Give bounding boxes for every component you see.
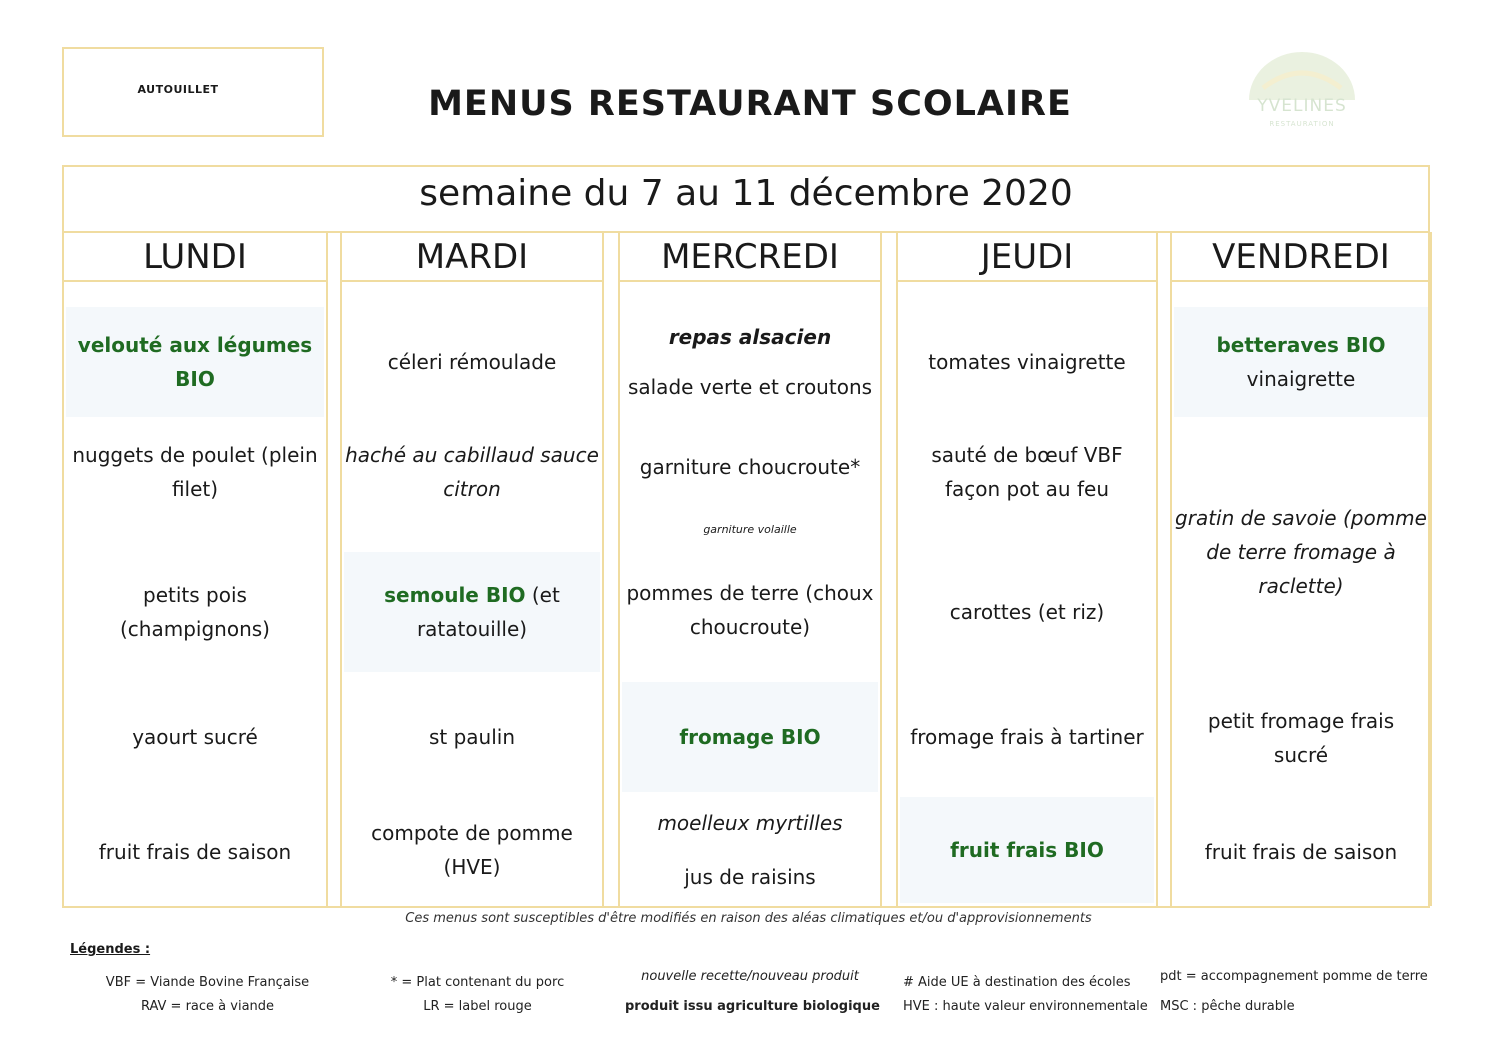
yvelines-logo (1243, 48, 1361, 136)
school-name: AUTOUILLET (137, 82, 219, 96)
page-title: MENUS RESTAURANT SCOLAIRE (428, 84, 1072, 124)
menu-item: de terre fromage à (1206, 540, 1396, 564)
menu-item: tomates vinaigrette (928, 350, 1126, 374)
menu-item: garniture choucroute* (639, 455, 861, 479)
menu-item: fromage BIO (679, 725, 821, 749)
accompagnement-cell (622, 570, 878, 650)
plat-cell (900, 432, 1154, 512)
day-header: MERCREDI (620, 232, 880, 282)
entree-cell (66, 307, 324, 417)
laitage-cell (344, 712, 600, 762)
laitage-cell (900, 712, 1154, 762)
accompagnement-cell (344, 552, 600, 672)
legend-bio: produit issu agriculture biologique (625, 999, 880, 1014)
dessert-cell (900, 797, 1154, 903)
menu-item: st paulin (428, 725, 516, 749)
legend-msc: MSC : pêche durable (1160, 999, 1295, 1014)
bio-label: betteraves BIO (1216, 333, 1386, 357)
menu-item: citron (443, 477, 501, 501)
day-header: VENDREDI (1172, 232, 1430, 282)
legend-nouvelle-recette: nouvelle recette/nouveau produit (641, 969, 859, 984)
menu-item: fruit frais de saison (98, 840, 292, 864)
menu-item: sucré (1273, 743, 1329, 767)
accompagnement-cell (66, 583, 324, 641)
menu-item: yaourt sucré (132, 725, 258, 749)
plat-cell (1174, 497, 1428, 607)
logo-subtext: RESTAURATION (1269, 120, 1335, 128)
menu-item: velouté aux légumes (77, 333, 313, 357)
day-column-jeudi (896, 232, 1158, 906)
week-title: semaine du 7 au 11 décembre 2020 (419, 173, 1073, 214)
legend-hve: HVE : haute valeur environnementale (903, 999, 1148, 1014)
menu-item: carottes (et riz) (949, 600, 1105, 624)
day-column-lundi (62, 232, 328, 906)
menu-item: céleri rémoulade (387, 350, 557, 374)
day-header: MARDI (342, 232, 602, 282)
legend-vbf: VBF = Viande Bovine Française (105, 975, 310, 990)
entree-cell (344, 337, 600, 387)
plat-cell (344, 432, 600, 512)
menu-item-rest: (et (525, 583, 560, 607)
legend-pdt: pdt = accompagnement pomme de terre (1160, 969, 1428, 984)
menu-item (384, 578, 560, 612)
menu-item: (HVE) (443, 855, 501, 879)
entree-cell (1174, 307, 1428, 417)
menu-item: sauté de bœuf VBF (931, 443, 1123, 467)
menu-item: gratin de savoie (pomme (1175, 506, 1427, 530)
day-header: LUNDI (64, 232, 326, 282)
menu-item: moelleux myrtilles (657, 811, 843, 835)
menu-item: petits pois (champignons) (120, 583, 270, 641)
school-name-box (62, 47, 324, 137)
menu-item: pommes de terre (choux (626, 581, 874, 605)
dessert-cell (622, 800, 878, 900)
entree-cell (900, 337, 1154, 387)
menu-item: vinaigrette (1246, 367, 1356, 391)
menu-item: petit fromage frais (1207, 709, 1395, 733)
dessert-cell (344, 810, 600, 890)
menu-item-alt: garniture volaille (703, 523, 797, 536)
plat-cell (622, 442, 878, 492)
menu-item: choucroute) (689, 615, 811, 639)
legend-label-rouge: LR = label rouge (423, 999, 532, 1014)
legend-title: Légendes : (70, 942, 151, 957)
theme-label: repas alsacien (668, 325, 832, 349)
menu-item: filet) (171, 477, 219, 501)
laitage-cell (622, 682, 878, 792)
legend-rav: RAV = race à viande (140, 999, 275, 1014)
day-column-mardi (340, 232, 604, 906)
logo-text: YVELINES (1257, 96, 1347, 116)
day-column-vendredi (1170, 232, 1432, 906)
accompagnement-cell (900, 587, 1154, 637)
menu-item: fruit frais BIO (950, 838, 1104, 862)
legend-porc: * = Plat contenant du porc (390, 975, 565, 990)
menu-item: fruit frais de saison (1204, 840, 1398, 864)
legend-aide-ue: # Aide UE à destination des écoles (903, 975, 1131, 990)
menu-item: nuggets de poulet (plein (72, 443, 318, 467)
disclaimer-note: Ces menus sont susceptibles d'être modifiés en raison des aléas climatiques et/ou d'approvisionnements (405, 911, 1092, 926)
menu-item: façon pot au feu (944, 477, 1109, 501)
day-column-mercredi (618, 232, 882, 906)
boisson-item: jus de raisins (684, 865, 816, 889)
menu-item: raclette) (1258, 574, 1344, 598)
menu-item: compote de pomme (371, 821, 573, 845)
plat-cell (66, 432, 324, 512)
bio-label: BIO (175, 367, 215, 391)
dessert-cell (66, 827, 324, 877)
laitage-cell (66, 712, 324, 762)
day-header: JEUDI (898, 232, 1156, 282)
menu-item: salade verte et croutons (627, 375, 873, 399)
menu-item: ratatouille) (416, 617, 528, 641)
laitage-cell (1174, 698, 1428, 778)
menu-item: haché au cabillaud sauce (345, 443, 599, 467)
plat-alt-cell (622, 518, 878, 542)
menu-item: fromage frais à tartiner (910, 725, 1144, 749)
dessert-cell (1174, 827, 1428, 877)
bio-label: semoule BIO (384, 583, 526, 607)
entree-cell (622, 312, 878, 412)
